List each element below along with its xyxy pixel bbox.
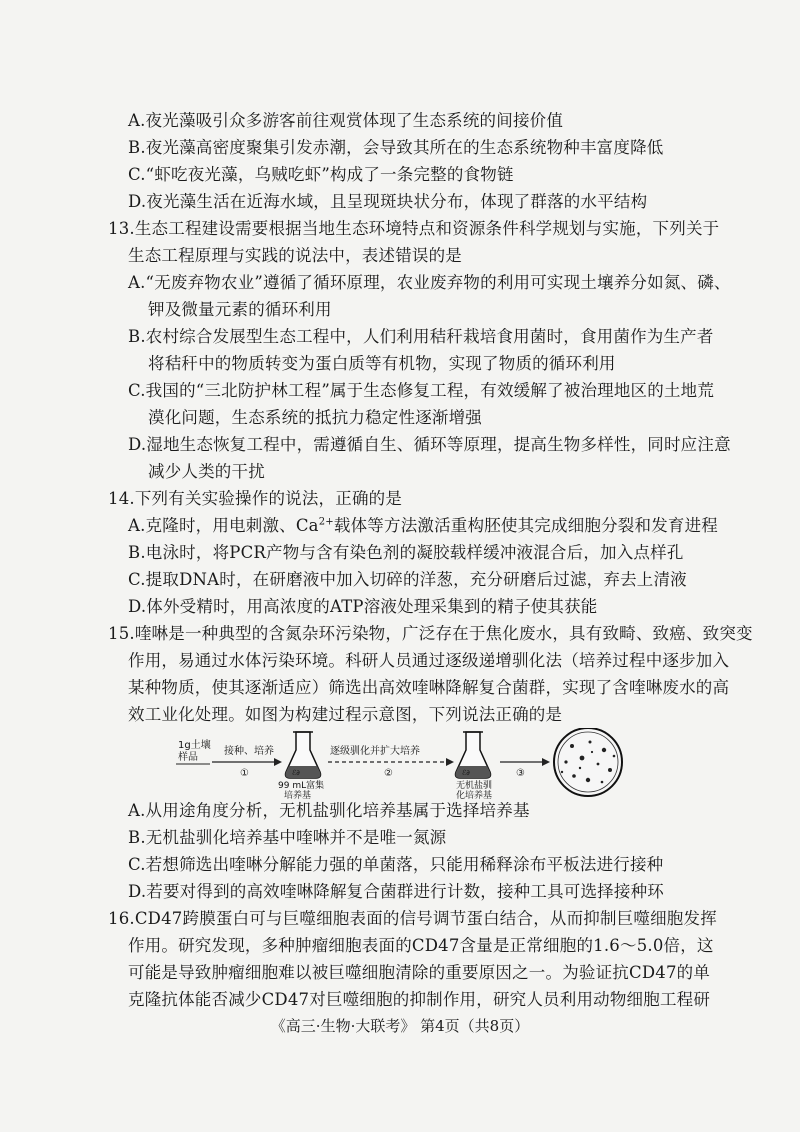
step2-number: ② (384, 768, 393, 779)
calcium-charge: 2+ (318, 516, 334, 528)
step3-number: ③ (516, 768, 525, 779)
q12-option-c: C.“虾吃夜光藻，乌贼吃虾”构成了一条完整的食物链 (128, 165, 514, 184)
svg-text:ℰ∂: ℰ∂ (462, 769, 470, 777)
q16-line1: 16.CD47跨膜蛋白可与巨噬细胞表面的信号调节蛋白结合，从而抑制巨噬细胞发挥 (108, 909, 717, 928)
arrow-step2-head-icon (446, 758, 454, 766)
step1-number: ① (240, 768, 249, 779)
q14-option-a (128, 515, 718, 537)
step2-label: 逐级驯化并扩大培养 (330, 746, 420, 757)
flask-1-label-1: 99 mL富集 (278, 781, 325, 791)
soil-sample-label-2: 样品 (178, 752, 198, 763)
petri-dish-icon (554, 728, 622, 796)
flask-2-label-2: 化培养基 (456, 791, 493, 800)
q13-option-c-line1: C.我国的“三北防护林工程”属于生态修复工程，有效缓解了被治理地区的土地荒 (128, 381, 715, 400)
arrow-step1-head-icon (274, 758, 282, 766)
q13-option-a-line2: 钾及微量元素的循环利用 (148, 300, 332, 319)
q13-option-a-line1: A.“无废弃物农业”遵循了循环原理，农业废弃物的利用可实现土壤养分如氮、磷、 (128, 273, 731, 292)
q14-option-a-pre: A.克隆时，用电刺激、Ca (128, 516, 319, 535)
q13-option-d-line2: 减少人类的干扰 (148, 462, 265, 481)
soil-sample-label-1: 1g土壤 (178, 740, 211, 751)
q16-line2: 作用。研究发现，多种肿瘤细胞表面的CD47含量是正常细胞的1.6～5.0倍，这 (128, 936, 714, 955)
q13-option-d-line1: D.湿地生态恢复工程中，需遵循自生、循环等原理，提高生物多样性，同时应注意 (128, 435, 731, 454)
q14-option-b: B.电泳时，将PCR产物与含有染色剂的凝胶载样缓冲液混合后，加入点样孔 (128, 543, 684, 562)
q16-line4: 克隆抗体能否减少CD47对巨噬细胞的抑制作用，研究人员利用动物细胞工程研 (128, 990, 711, 1009)
q14-stem: 14.下列有关实验操作的说法，正确的是 (108, 489, 403, 508)
q15-option-a: A.从用途角度分析，无机盐驯化培养基属于选择培养基 (128, 801, 530, 820)
flask-2-icon (456, 732, 491, 778)
q13-option-b-line2: 将秸秆中的物质转变为蛋白质等有机物，实现了物质的循环利用 (148, 354, 616, 373)
culture-process-diagram (170, 728, 650, 800)
q12-option-a: A.夜光藻吸引众多游客前往观赏体现了生态系统的间接价值 (128, 111, 564, 130)
q13-stem-line1: 13.生态工程建设需要根据当地生态环境特点和资源条件科学规划与实施，下列关于 (108, 219, 720, 238)
q12-option-b: B.夜光藻高密度聚集引发赤潮，会导致其所在的生态系统物种丰富度降低 (128, 138, 664, 157)
svg-text:ℰ∂: ℰ∂ (292, 769, 300, 777)
q14-option-d: D.体外受精时，用高浓度的ATP溶液处理采集到的精子使其获能 (128, 597, 598, 616)
q16-line3: 可能是导致肿瘤细胞难以被巨噬细胞清除的重要原因之一。为验证抗CD47的单 (128, 963, 711, 982)
flask-2-label-1: 无机盐驯 (456, 781, 493, 791)
q15-stem-line3: 某种物质，使其逐渐适应）筛选出高效喹啉降解复合菌群，实现了含喹啉废水的高 (128, 678, 730, 697)
arrow-step3-head-icon (542, 758, 550, 766)
flask-1-label-2: 培养基 (284, 791, 312, 800)
q15-stem-line4: 效工业化处理。如图为构建过程示意图，下列说法正确的是 (128, 705, 563, 724)
q13-option-c-line2: 漠化问题，生态系统的抵抗力稳定性逐渐增强 (148, 408, 482, 427)
q12-option-d: D.夜光藻生活在近海水域，且呈现斑块状分布，体现了群落的水平结构 (128, 192, 648, 211)
q13-stem-line2: 生态工程原理与实践的说法中，表述错误的是 (128, 246, 462, 265)
page-footer: 《高三·生物·大联考》 第4页（共8页） (270, 1017, 530, 1035)
q15-option-d: D.若要对得到的高效喹啉降解复合菌群进行计数，接种工具可选择接种环 (128, 882, 664, 901)
q15-option-c: C.若想筛选出喹啉分解能力强的单菌落，只能用稀释涂布平板法进行接种 (128, 855, 664, 874)
q13-option-b-line1: B.农村综合发展型生态工程中，人们利用秸秆栽培食用菌时，食用菌作为生产者 (128, 327, 714, 346)
q15-stem-line1: 15.喹啉是一种典型的含氮杂环污染物，广泛存在于焦化废水，具有致畸、致癌、致突变 (108, 624, 753, 643)
flask-1-icon (286, 732, 321, 778)
q15-option-b: B.无机盐驯化培养基中喹啉并不是唯一氮源 (128, 828, 447, 847)
q15-stem-line2: 作用，易通过水体污染环境。科研人员通过逐级递增驯化法（培养过程中逐步加入 (128, 651, 730, 670)
q14-option-c: C.提取DNA时，在研磨液中加入切碎的洋葱，充分研磨后过滤，弃去上清液 (128, 570, 687, 589)
step1-label: 接种、培养 (224, 746, 274, 757)
q14-option-a-post: 载体等方法激活重构胚使其完成细胞分裂和发育进程 (333, 516, 718, 535)
